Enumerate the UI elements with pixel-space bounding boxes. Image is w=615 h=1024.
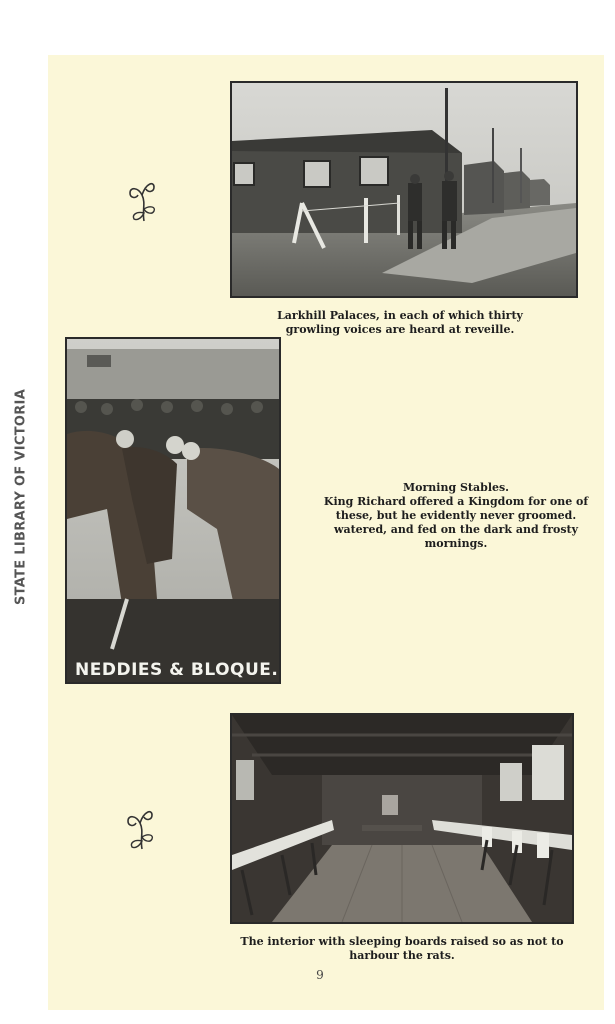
photo-hut-interior [230, 713, 574, 924]
caption-line: mornings. [424, 537, 488, 550]
handwritten-label: NEDDIES & BLOQUE. [75, 660, 279, 680]
page-number: 9 [316, 968, 324, 982]
photo-larkhill-huts [230, 81, 578, 298]
caption-larkhill-palaces [250, 309, 550, 337]
photo-morning-stables [65, 337, 281, 684]
caption-line: harbour the rats. [349, 949, 455, 962]
caption-line: growling voices are heard at reveille. [285, 323, 515, 336]
caption-line: Larkhill Palaces, in each of which thirty [277, 309, 523, 322]
caption-hut-interior [232, 935, 572, 963]
caption-line: The interior with sleeping boards raised so as not to [240, 935, 564, 948]
floral-ornament-icon [124, 173, 158, 225]
library-stamp-text: STATE LIBRARY OF VICTORIA [13, 388, 29, 606]
caption-line: watered, and fed on the dark and frosty [333, 523, 579, 536]
caption-line: these, but he evidently never groomed. [335, 509, 577, 522]
caption-title: Morning Stables. [402, 481, 510, 494]
caption-morning-stables [318, 481, 594, 551]
floral-ornament-icon [122, 801, 156, 853]
caption-line: King Richard offered a Kingdom for one of [323, 495, 589, 508]
library-stamp [6, 388, 36, 606]
